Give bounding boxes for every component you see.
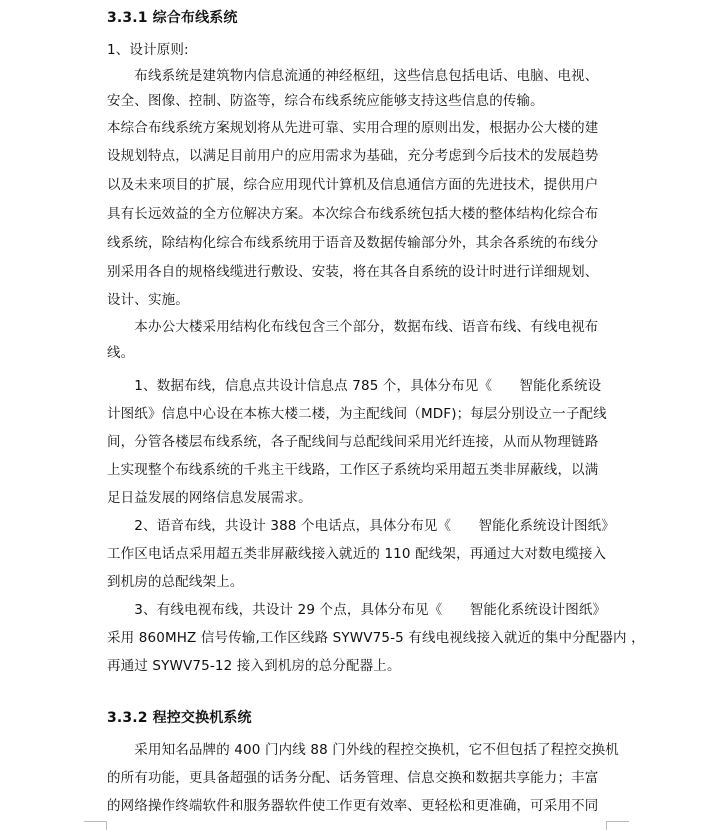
section-331-heading: 3.3.1 综合布线系统 <box>107 10 238 26</box>
data-wiring-line: 上实现整个布线系统的千兆主干线路，工作区子系统均采用超五类非屏蔽线，以满 <box>107 462 599 478</box>
cable-tv-line: 再通过 SYWV75-12 接入到机房的总分配器上。 <box>107 658 401 674</box>
voice-wiring-line: 到机房的总配线架上。 <box>107 574 244 590</box>
cable-tv-line: 3、有线电视布线，共设计 29 个点，具体分布见《 智能化系统设计图纸》 <box>107 602 607 618</box>
paragraph-line: 本综合布线系统方案规划将从先进可靠、实用合理的原则出发，根据办公大楼的建 <box>107 120 599 136</box>
data-wiring-line: 1、数据布线，信息点共设计信息点 785 个，具体分布见《 智能化系统设 <box>107 378 602 394</box>
voice-wiring-line: 工作区电话点采用超五类非屏蔽线接入就近的 110 配线架，再通过大对数电缆接入 <box>107 546 607 562</box>
page-margin-mark-left <box>84 821 107 830</box>
data-wiring-line: 计图纸》信息中心设在本栋大楼二楼，为主配线间（MDF)；每层分别设立一子配线 <box>107 406 607 422</box>
paragraph-line: 设规划特点，以满足目前用户的应用需求为基础，充分考虑到今后技术的发展趋势 <box>107 148 599 164</box>
cable-tv-line: 采用 860MHZ 信号传输,工作区线路 SYWV75-5 有线电视线接入就近的集中分配器内 ， <box>107 630 645 646</box>
paragraph-line: 的所有功能，更具备超强的话务分配、话务管理、信息交换和数据共享能力；丰富 <box>107 770 599 786</box>
paragraph-line: 别采用各自的规格线缆进行敷设、安装，将在其各自系统的设计时进行详细规划、 <box>107 264 599 280</box>
section-332-heading: 3.3.2 程控交换机系统 <box>107 710 252 726</box>
paragraph-line: 以及未来项目的扩展，综合应用现代计算机及信息通信方面的先进技术，提供用户 <box>107 177 599 193</box>
paragraph-line: 布线系统是建筑物内信息流通的神经枢纽，这些信息包括电话、电脑、电视、 <box>107 68 599 84</box>
paragraph-line: 安全、图像、控制、防盗等，综合布线系统应能够支持这些信息的传输。 <box>107 93 544 109</box>
paragraph-line: 设计、实施。 <box>107 292 189 308</box>
paragraph-line: 具有长远效益的全方位解决方案。本次综合布线系统包括大楼的整体结构化综合布 <box>107 206 599 222</box>
paragraph-line: 线系统，除结构化综合布线系统用于语音及数据传输部分外，其余各系统的布线分 <box>107 235 599 251</box>
paragraph-line: 的网络操作终端软件和服务器软件使工作更有效率、更轻松和更准确，可采用不同 <box>107 798 599 814</box>
data-wiring-line: 间，分管各楼层布线系统，各子配线间与总配线间采用光纤连接，从而从物理链路 <box>107 434 599 450</box>
paragraph-line: 线。 <box>107 345 135 361</box>
data-wiring-line: 足日益发展的网络信息发展需求。 <box>107 490 312 506</box>
paragraph-line: 采用知名品牌的 400 门内线 88 门外线的程控交换机，它不但包括了程控交换机 <box>107 742 619 758</box>
paragraph-line: 本办公大楼采用结构化布线包含三个部分，数据布线、语音布线、有线电视布 <box>107 319 599 335</box>
design-principles-subheading: 1、设计原则: <box>107 42 189 58</box>
page-margin-mark-right <box>606 821 629 830</box>
voice-wiring-line: 2、语音布线，共设计 388 个电话点，具体分布见《 智能化系统设计图纸》 <box>107 518 615 534</box>
